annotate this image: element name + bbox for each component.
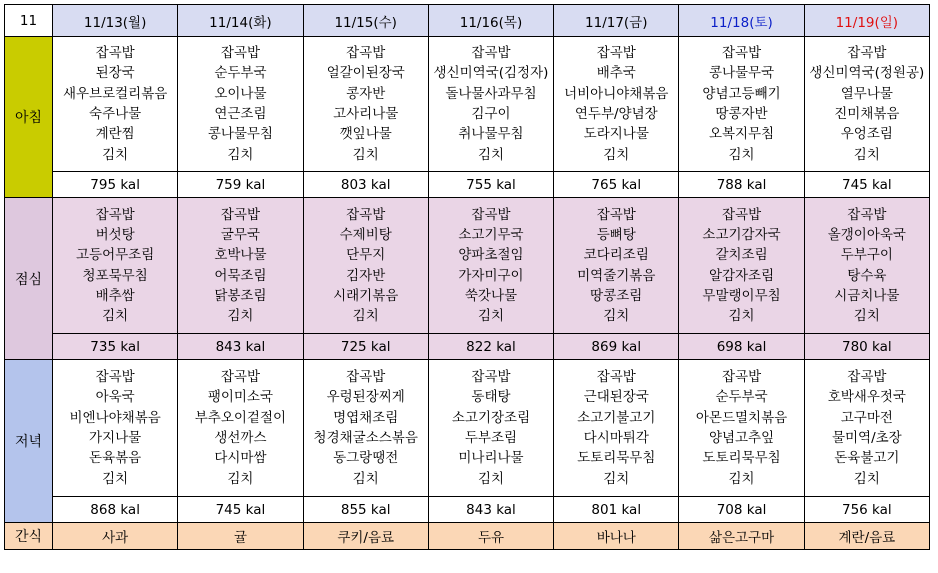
menu-item: 우렁된장찌게 xyxy=(326,389,405,406)
menu-item: 잡곡밥 xyxy=(346,369,386,386)
menu-item: 시래기볶음 xyxy=(333,287,399,304)
breakfast-calorie-cell: 759 kal xyxy=(178,172,303,198)
menu-item: 생선까스 xyxy=(214,430,267,446)
menu-item: 버섯탕 xyxy=(95,226,135,243)
menu-item: 열무나물 xyxy=(840,85,893,102)
menu-item: 잡곡밥 xyxy=(95,45,135,62)
menu-item: 잡곡밥 xyxy=(95,369,135,386)
menu-item: 잡곡밥 xyxy=(721,369,762,386)
menu-item: 코다리조림 xyxy=(583,247,649,264)
menu-item: 순두부국 xyxy=(715,389,768,406)
breakfast-menu-cell xyxy=(178,37,303,172)
menu-item: 동태탕 xyxy=(471,389,511,406)
menu-item: 고구마전 xyxy=(840,409,893,426)
menu-item: 깻잎나물 xyxy=(339,126,392,143)
snack-cell: 삶은고구마 xyxy=(679,523,804,550)
menu-item: 배추국 xyxy=(596,65,636,82)
lunch-menu-cell xyxy=(554,198,679,334)
menu-item: 김치 xyxy=(352,470,379,487)
menu-item: 청포묵무침 xyxy=(82,267,148,284)
menu-item: 도토리묵무침 xyxy=(577,450,656,467)
menu-item: 청경채굴소스볶음 xyxy=(313,430,418,446)
menu-item: 김치 xyxy=(477,308,505,325)
menu-item: 호박나물 xyxy=(214,247,267,264)
dinner-menu-cell xyxy=(178,360,303,497)
menu-item: 우엉조림 xyxy=(840,126,893,143)
menu-item: 잡곡밥 xyxy=(847,369,887,386)
menu-item: 생신미역국(정원공) xyxy=(809,65,925,82)
menu-item: 고사리나물 xyxy=(333,106,399,122)
lunch-menu-row xyxy=(5,198,930,334)
menu-item: 김치 xyxy=(477,146,505,163)
menu-item: 소고기장조림 xyxy=(451,409,531,426)
menu-item: 김치 xyxy=(728,146,755,163)
menu-item: 알감자조림 xyxy=(708,267,775,284)
menu-item: 등뼈탕 xyxy=(596,226,636,243)
menu-item: 김치 xyxy=(728,470,755,487)
menu-item: 잡곡밥 xyxy=(471,369,511,386)
lunch-calorie-cell: 869 kal xyxy=(554,334,679,360)
menu-item: 양념고등빼기 xyxy=(702,85,781,102)
menu-item: 연근조림 xyxy=(214,106,267,122)
menu-item: 잡곡밥 xyxy=(471,45,511,62)
menu-item: 계란찜 xyxy=(95,126,135,143)
menu-item: 도토리묵무침 xyxy=(702,450,781,467)
menu-item: 김치 xyxy=(728,308,755,325)
dinner-calorie-cell: 843 kal xyxy=(428,497,553,523)
dinner-calorie-cell: 708 kal xyxy=(679,497,804,523)
menu-item: 호박새우젓국 xyxy=(827,389,906,406)
dinner-menu-cell xyxy=(428,360,553,497)
menu-item: 숙주나물 xyxy=(89,106,142,122)
breakfast-menu-cell xyxy=(53,37,178,172)
lunch-menu-cell xyxy=(679,198,804,334)
lunch-calorie-cell: 822 kal xyxy=(428,334,553,360)
date-header-row xyxy=(5,5,930,37)
menu-item: 소고기불고기 xyxy=(577,409,656,426)
menu-item: 진미채볶음 xyxy=(834,106,900,122)
menu-item: 올갱이아욱국 xyxy=(827,226,906,243)
menu-item: 잡곡밥 xyxy=(220,206,260,223)
menu-item: 연두부/양념장 xyxy=(574,106,658,122)
snack-cell: 바나나 xyxy=(554,523,679,550)
breakfast-menu-cell xyxy=(554,37,679,172)
dinner-calorie-cell: 868 kal xyxy=(53,497,178,523)
lunch-label: 점심 xyxy=(5,198,53,360)
lunch-calorie-cell: 780 kal xyxy=(804,334,929,360)
menu-item: 김치 xyxy=(102,308,129,325)
menu-item: 돈육볶음 xyxy=(89,450,142,467)
menu-item: 두부구이 xyxy=(840,247,893,264)
menu-item: 순두부국 xyxy=(214,65,267,82)
menu-item: 다시마튀각 xyxy=(583,430,649,446)
breakfast-calorie-cell: 788 kal xyxy=(679,172,804,198)
breakfast-menu-cell xyxy=(303,37,428,172)
breakfast-calorie-cell: 765 kal xyxy=(554,172,679,198)
menu-item: 돌나물사과무침 xyxy=(445,85,537,102)
menu-item: 콩나물무침 xyxy=(207,126,274,143)
menu-item: 소고기무국 xyxy=(458,226,524,243)
meal-menu-table xyxy=(4,4,930,550)
menu-item: 잡곡밥 xyxy=(346,45,386,62)
breakfast-calorie-cell: 795 kal xyxy=(53,172,178,198)
dinner-calorie-cell: 756 kal xyxy=(804,497,929,523)
menu-item: 김치 xyxy=(603,308,630,325)
menu-item: 미역줄기볶음 xyxy=(577,267,656,284)
menu-item: 무말랭이무침 xyxy=(702,287,781,304)
menu-item: 잡곡밥 xyxy=(346,206,386,223)
menu-item: 가지나물 xyxy=(89,430,142,446)
menu-item: 동그랑땡전 xyxy=(333,450,399,467)
snack-cell: 두유 xyxy=(428,523,553,550)
menu-item: 김치 xyxy=(477,470,505,487)
menu-item: 너비아니야채볶음 xyxy=(564,85,669,102)
date-header-saturday: 11/18(토) xyxy=(679,5,804,37)
dinner-label: 저녁 xyxy=(5,360,53,523)
lunch-menu-cell xyxy=(428,198,553,334)
menu-item: 김치 xyxy=(352,308,379,325)
breakfast-calorie-cell: 755 kal xyxy=(428,172,553,198)
date-header: 11/14(화) xyxy=(178,5,303,37)
menu-item: 탕수육 xyxy=(847,267,887,284)
menu-item: 잡곡밥 xyxy=(721,206,762,223)
breakfast-menu-cell xyxy=(804,37,929,172)
lunch-calorie-row xyxy=(5,334,930,360)
menu-item: 돈육불고기 xyxy=(834,450,900,467)
dinner-menu-cell xyxy=(554,360,679,497)
menu-item: 새우브로컬리볶음 xyxy=(62,85,168,102)
menu-item: 물미역/초장 xyxy=(831,430,902,446)
snack-cell: 쿠키/음료 xyxy=(303,523,428,550)
dinner-menu-cell xyxy=(53,360,178,497)
lunch-menu-cell xyxy=(178,198,303,334)
breakfast-calorie-row xyxy=(5,172,930,198)
menu-item: 김치 xyxy=(853,470,880,487)
menu-item: 닭봉조림 xyxy=(214,287,267,304)
menu-item: 잡곡밥 xyxy=(95,206,135,223)
menu-item: 김자반 xyxy=(346,267,386,284)
menu-item: 김치 xyxy=(853,146,880,163)
menu-item: 근대된장국 xyxy=(583,389,649,406)
menu-item: 땅콩자반 xyxy=(715,106,768,122)
dinner-menu-cell xyxy=(804,360,929,497)
menu-item: 미나리나물 xyxy=(458,450,524,467)
menu-item: 수제비탕 xyxy=(339,226,392,243)
date-header: 11/15(수) xyxy=(303,5,428,37)
menu-item: 잡곡밥 xyxy=(220,369,260,386)
menu-item: 잡곡밥 xyxy=(596,369,636,386)
snack-cell: 사과 xyxy=(53,523,178,550)
menu-item: 김치 xyxy=(227,308,254,325)
menu-item: 김치 xyxy=(102,470,129,487)
menu-item: 어묵조림 xyxy=(214,267,267,284)
menu-item: 김치 xyxy=(603,470,630,487)
dinner-menu-cell xyxy=(679,360,804,497)
lunch-menu-cell xyxy=(804,198,929,334)
menu-item: 잡곡밥 xyxy=(220,45,260,62)
menu-item: 아욱국 xyxy=(95,389,135,406)
menu-item: 취나물무침 xyxy=(458,126,524,143)
dinner-calorie-row xyxy=(5,497,930,523)
menu-item: 양파초절임 xyxy=(458,247,524,264)
snack-cell: 계란/음료 xyxy=(804,523,929,550)
month-label: 11 xyxy=(5,5,53,37)
menu-item: 다시마쌈 xyxy=(214,450,267,467)
breakfast-calorie-cell: 745 kal xyxy=(804,172,929,198)
menu-item: 콩나물무국 xyxy=(708,65,775,82)
menu-item: 쑥갓나물 xyxy=(464,287,518,304)
snack-cell: 귤 xyxy=(178,523,303,550)
lunch-menu-cell xyxy=(303,198,428,334)
menu-item: 김구이 xyxy=(471,106,511,122)
menu-item: 생신미역국(김정자) xyxy=(433,65,549,82)
menu-item: 잡곡밥 xyxy=(596,45,636,62)
menu-item: 비엔나야채볶음 xyxy=(69,409,161,426)
menu-item: 잡곡밥 xyxy=(721,45,762,62)
dinner-menu-cell xyxy=(303,360,428,497)
date-header-sunday: 11/19(일) xyxy=(804,5,929,37)
menu-item: 땅콩조림 xyxy=(590,287,643,304)
menu-item: 소고기감자국 xyxy=(702,226,781,243)
menu-item: 굴무국 xyxy=(220,226,260,243)
lunch-calorie-cell: 843 kal xyxy=(178,334,303,360)
date-header: 11/13(월) xyxy=(53,5,178,37)
menu-item: 오복지무침 xyxy=(708,126,775,143)
date-header: 11/17(금) xyxy=(554,5,679,37)
menu-item: 가자미구이 xyxy=(458,267,524,284)
snack-label: 간식 xyxy=(5,523,53,550)
date-header: 11/16(목) xyxy=(428,5,553,37)
menu-item: 김치 xyxy=(352,146,379,163)
menu-item: 팽이미소국 xyxy=(207,389,274,406)
menu-item: 명엽채조림 xyxy=(333,409,399,426)
lunch-calorie-cell: 725 kal xyxy=(303,334,428,360)
dinner-calorie-cell: 855 kal xyxy=(303,497,428,523)
menu-item: 부추오이겉절이 xyxy=(194,409,287,426)
menu-item: 잡곡밥 xyxy=(471,206,511,223)
breakfast-calorie-cell: 803 kal xyxy=(303,172,428,198)
menu-item: 도라지나물 xyxy=(583,126,649,143)
breakfast-menu-cell xyxy=(428,37,553,172)
menu-item: 잡곡밥 xyxy=(596,206,636,223)
menu-item: 김치 xyxy=(227,470,254,487)
dinner-calorie-cell: 745 kal xyxy=(178,497,303,523)
menu-item: 시금치나물 xyxy=(834,287,900,304)
menu-item: 오이나물 xyxy=(214,85,267,102)
menu-item: 잡곡밥 xyxy=(847,206,887,223)
menu-item: 갈치조림 xyxy=(715,247,768,264)
menu-item: 김치 xyxy=(102,146,129,163)
lunch-calorie-cell: 735 kal xyxy=(53,334,178,360)
menu-item: 김치 xyxy=(853,308,880,325)
menu-item: 잡곡밥 xyxy=(847,45,887,62)
menu-item: 배추쌈 xyxy=(95,287,135,304)
breakfast-menu-row xyxy=(5,37,930,172)
snack-row xyxy=(5,523,930,550)
menu-item: 단무지 xyxy=(346,247,386,264)
menu-item: 고등어무조림 xyxy=(76,247,155,264)
menu-item: 두부조림 xyxy=(464,430,518,446)
lunch-menu-cell xyxy=(53,198,178,334)
menu-item: 아몬드멸치볶음 xyxy=(695,409,788,426)
menu-item: 얼갈이된장국 xyxy=(326,65,405,82)
menu-item: 김치 xyxy=(603,146,630,163)
menu-item: 양념고추잎 xyxy=(708,430,775,446)
menu-item: 된장국 xyxy=(95,65,135,82)
menu-item: 콩자반 xyxy=(346,85,386,102)
dinner-calorie-cell: 801 kal xyxy=(554,497,679,523)
lunch-calorie-cell: 698 kal xyxy=(679,334,804,360)
dinner-menu-row xyxy=(5,360,930,497)
breakfast-menu-cell xyxy=(679,37,804,172)
breakfast-label: 아침 xyxy=(5,37,53,198)
menu-item: 김치 xyxy=(227,146,254,163)
